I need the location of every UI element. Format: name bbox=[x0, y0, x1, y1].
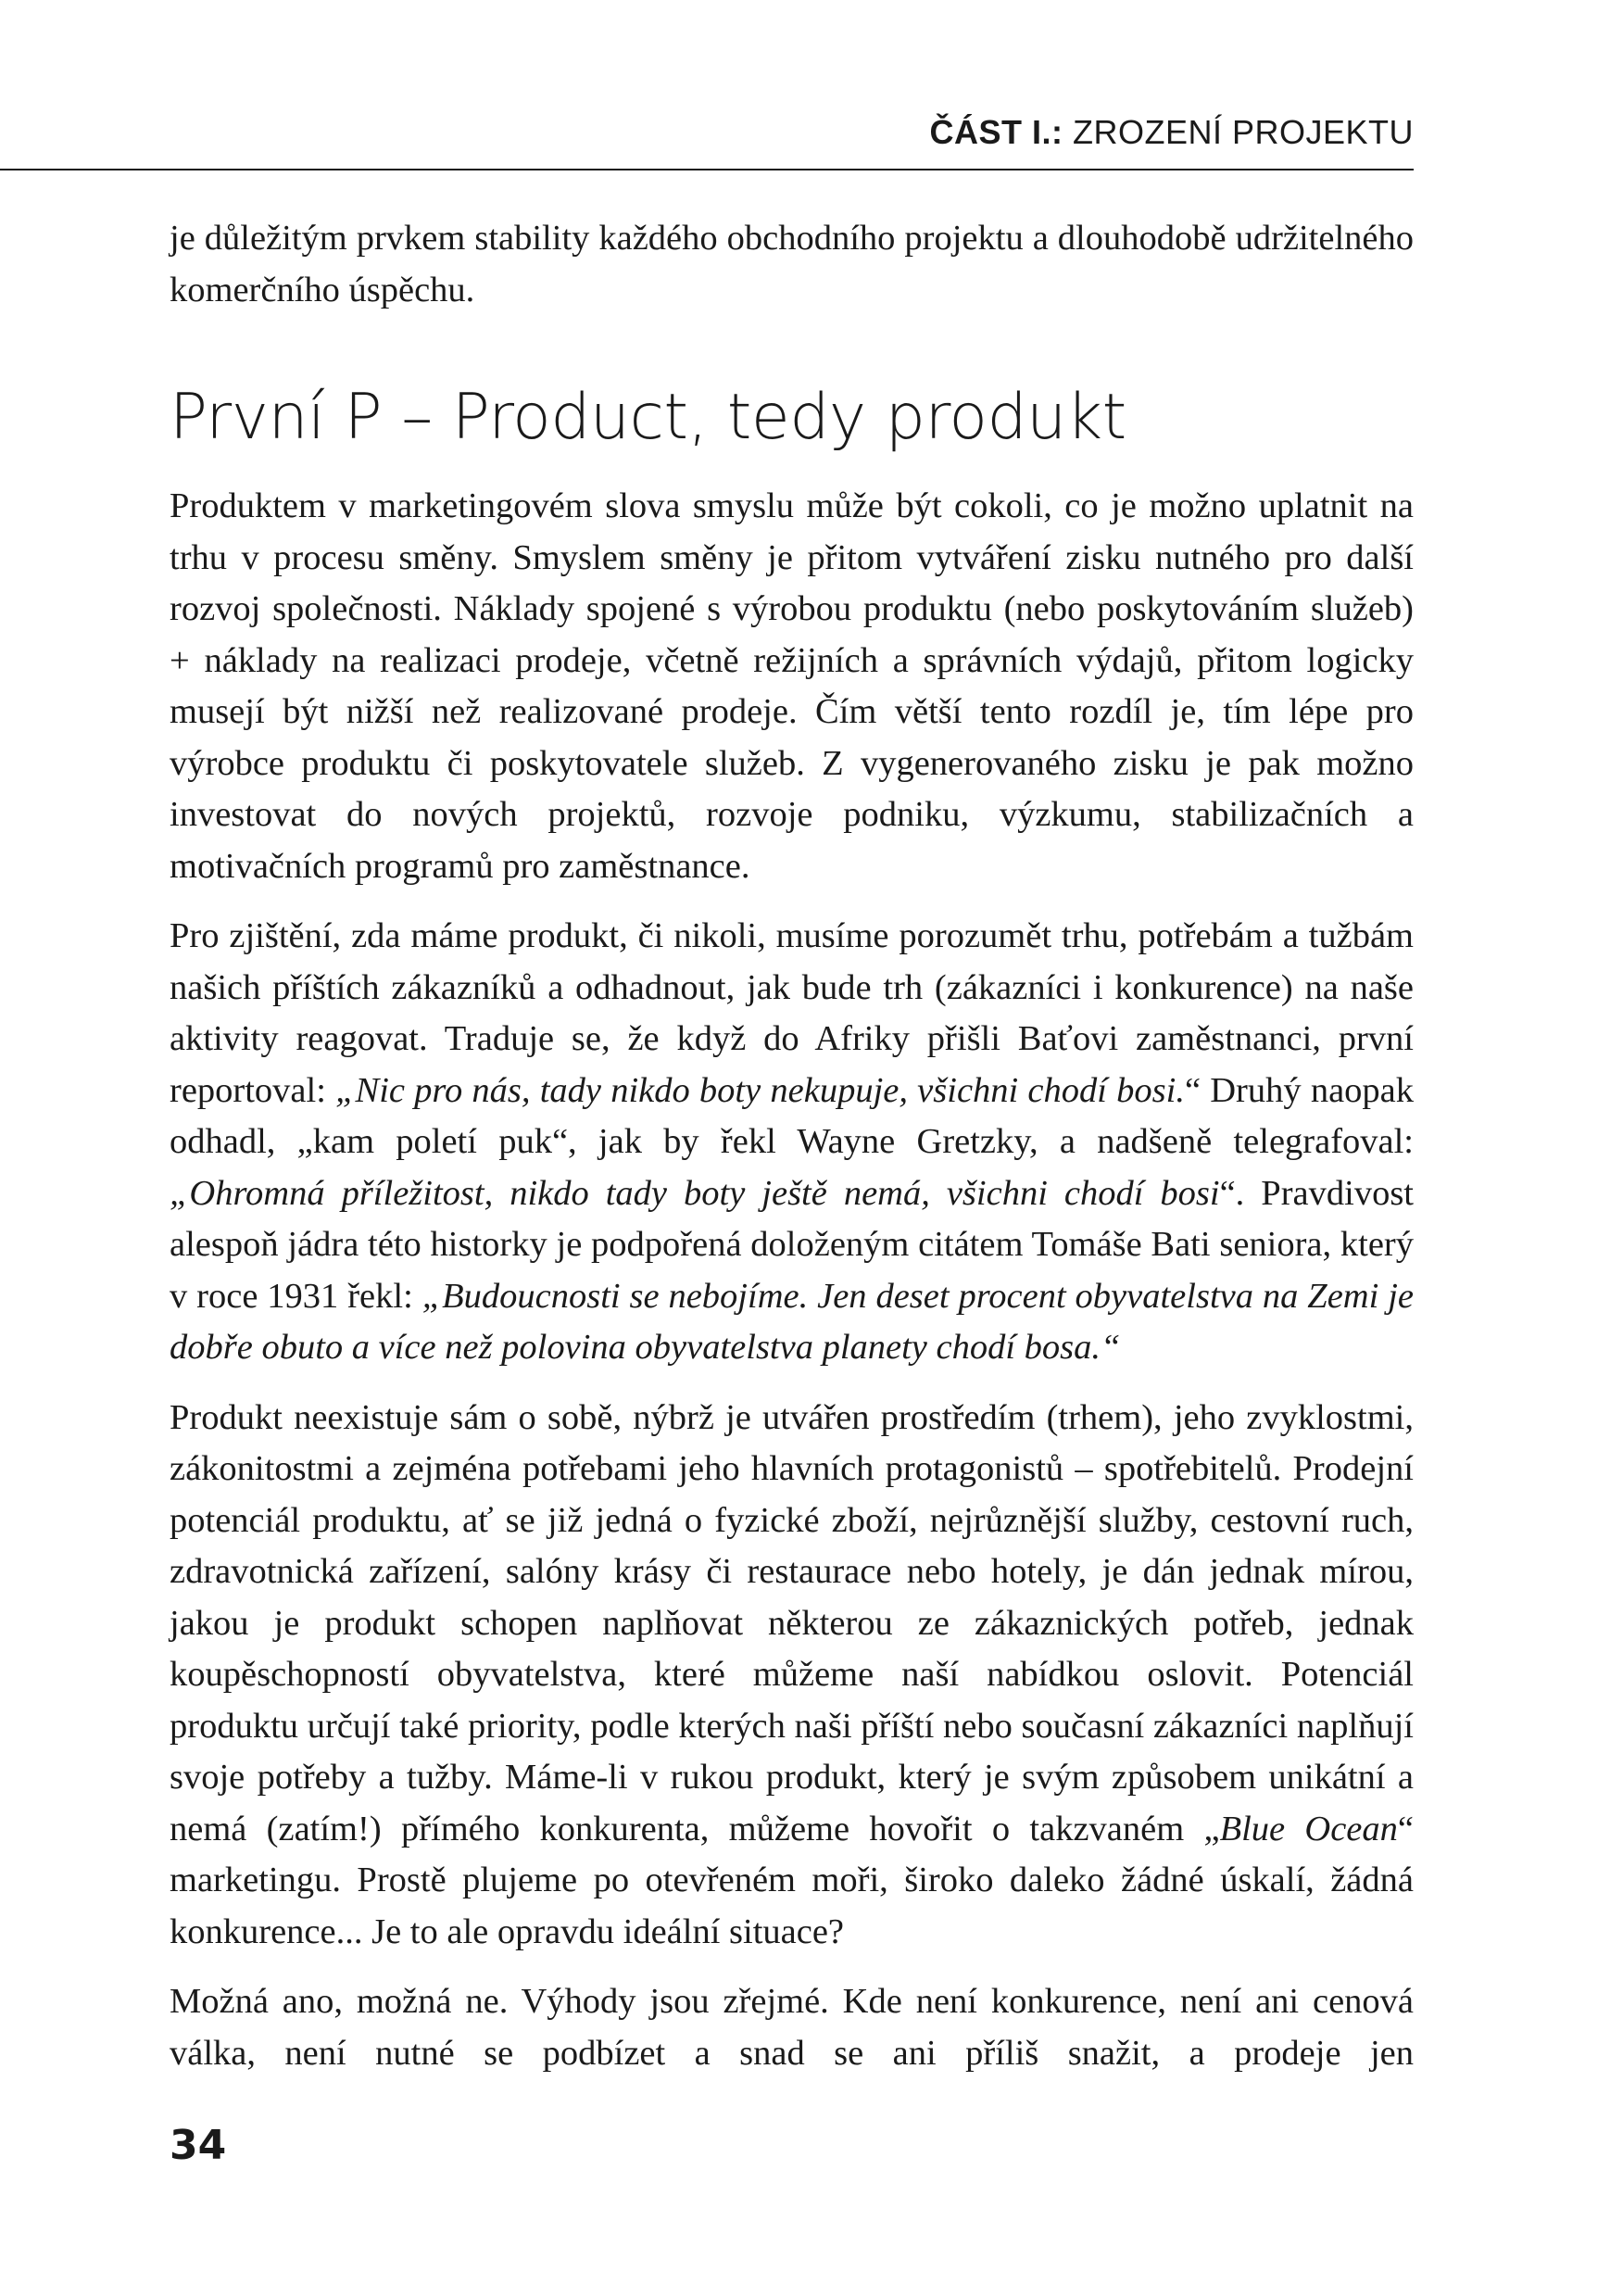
text-span: Pro zjištění, zda máme produkt, či nikoli, musíme porozumět trhu, potřebám a tužbám našich příštích zákazníků a odhadnout, jak bude trh (zákazníci i konkurence) na naše aktivity reagovat. Traduje se, že když do Afriky přišli Baťovi zaměstnanci, první reportoval: bbox=[170, 916, 1414, 1110]
running-head-part: ČÁST I.: bbox=[929, 113, 1063, 151]
paragraph-advantages: Možná ano, možná ne. Výhody jsou zřejmé. Kde není konkurence, není ani cenová válka, není nutné se podbízet a snad se ani příliš snažit, a prodeje jen bbox=[170, 1982, 1414, 2073]
text-span: “ marketingu. Prostě plujeme po otevřeném moři, široko daleko žádné úskalí, žádná konkurence... Je to ale opravdu ideální situace? bbox=[170, 1809, 1414, 1951]
text-span: Produkt neexistuje sám o sobě, nýbrž je utvářen prostředím (trhem), jeho zvyklostmi, zákonitostmi a zejména potřebami jeho hlavních protagonistů – spotřebitelů. Prodejní potenciál produktu, ať se již jedná o fyzické zboží, nejrůznější služby, cestovní ruch, zdravotnická zařízení, salóny krásy či restaurace nebo hotely, je dán jednak mírou, jakou je produkt schopen naplňovat některou ze zákaznických potřeb, jednak koupěschopností obyvatelstva, které můžeme naší nabídkou oslovit. Potenciál produktu určují také priority, podle kterých naši příští nebo současní zákazníci naplňují svoje potřeby a tužby. Máme-li v rukou produkt, který je svým způsobem unikátní a nemá (zatím!) přímého konkurenta, můžeme hovořit o takzvaném „ bbox=[170, 1397, 1414, 1848]
quote-italic: „Nic pro nás, tady nikdo boty nekupuje, všichni chodí bosi. bbox=[335, 1070, 1185, 1110]
section-heading: První P – Product, tedy produkt bbox=[170, 381, 1126, 454]
paragraph-bata-story bbox=[170, 911, 1414, 1374]
running-head-chapter: ZROZENÍ PROJEKTU bbox=[1072, 113, 1414, 151]
quote-italic: „Ohromná příležitost, nikdo tady boty ještě nemá, všichni chodí bosi bbox=[170, 1173, 1220, 1213]
page-number: 34 bbox=[170, 2122, 227, 2169]
body-text bbox=[170, 213, 1414, 2079]
paragraph-product-definition: Produktem v marketingovém slova smyslu může být cokoli, co je možno uplatnit na trhu v procesu směny. Smyslem směny je přitom vytváření zisku nutného pro další rozvoj společnosti. Náklady spojené s výrobou produktu (nebo poskytováním služeb) + náklady na realizaci prodeje, včetně režijních a správních výdajů, přitom logicky musejí být nižší než realizované prodeje. Čím větší tento rozdíl je, tím lépe pro výrobce produktu či poskytovatele služeb. Z vygenerovaného zisku je pak možno investovat do nových projektů, rozvoje podniku, výzkumu, stabilizačních a motivačních programů pro zaměstnance. bbox=[170, 486, 1414, 886]
running-head bbox=[0, 113, 1414, 152]
paragraph-intro: je důležitým prvkem stability každého obchodního projektu a dlouhodobě udržitelného komerčního úspěchu. bbox=[170, 219, 1414, 309]
paragraph-product-environment bbox=[170, 1393, 1414, 1959]
blue-ocean-term: Blue Ocean bbox=[1219, 1809, 1398, 1848]
text-span: “. Pravdivost alespoň jádra této historky je podpořená doloženým citátem Tomáše Bati seniora, který v roce 1931 řekl: bbox=[170, 1173, 1414, 1316]
quote-italic: „Budoucnosti se nebojíme. Jen deset procent obyvatelstva na Zemi je dobře obuto a více než polovina obyvatelstva planety chodí bosa.“ bbox=[170, 1276, 1414, 1367]
text-span: “ Druhý naopak odhadl, „kam poletí puk“, jak by řekl Wayne Gretzky, a nadšeně telegrafoval: bbox=[170, 1070, 1414, 1161]
header-rule bbox=[0, 169, 1414, 170]
